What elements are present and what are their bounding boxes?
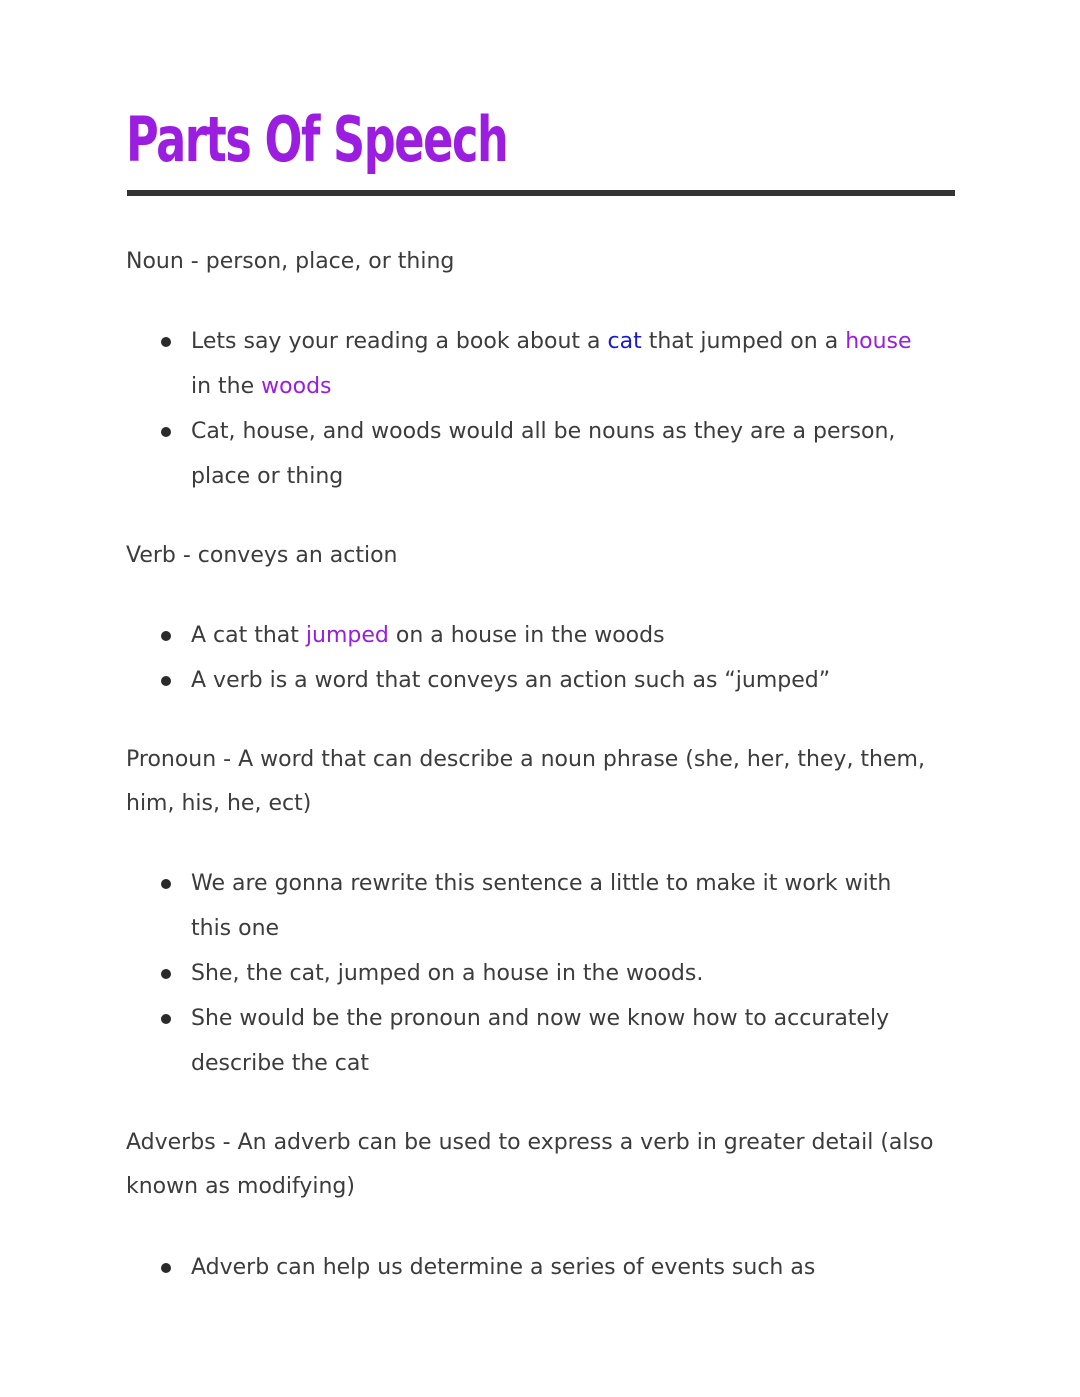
pronoun-bullet-list — [126, 861, 916, 1086]
noun-bullet1-text: Lets say your reading a book about a — [191, 329, 608, 354]
verb-bullet-list — [126, 613, 926, 703]
highlight-word-jumped: jumped — [305, 623, 389, 648]
noun-heading: Noun - person, place, or thing — [126, 249, 455, 274]
highlight-word-woods: woods — [261, 374, 332, 399]
highlight-word-house: house — [845, 329, 912, 354]
title-underline-divider — [127, 190, 955, 196]
adverbs-bullet-list — [126, 1245, 916, 1290]
verb-heading: Verb - conveys an action — [126, 543, 398, 568]
list-item: A verb is a word that conveys an action such as “jumped” — [126, 658, 926, 703]
highlight-word-cat: cat — [607, 329, 642, 354]
list-item — [126, 319, 926, 409]
list-item: Cat, house, and woods would all be nouns as they are a person, place or thing — [126, 409, 926, 499]
verb-bullet1-text: on a house in the woods — [388, 623, 665, 648]
verb-bullet1-text: A cat that — [191, 623, 306, 648]
noun-bullet-list — [126, 319, 926, 499]
noun-bullet1-text: in the — [191, 374, 262, 399]
list-item: She would be the pronoun and now we know how to accurately describe the cat — [126, 996, 916, 1086]
adverbs-heading: Adverbs - An adverb can be used to express a verb in greater detail (also known as modifying) — [126, 1130, 934, 1199]
pronoun-heading: Pronoun - A word that can describe a noun phrase (she, her, they, them, him, his, he, ect) — [126, 747, 925, 816]
list-item: We are gonna rewrite this sentence a little to make it work with this one — [126, 861, 916, 951]
list-item: Adverb can help us determine a series of events such as — [126, 1245, 916, 1290]
list-item — [126, 613, 926, 658]
page-title: Parts Of Speech — [126, 103, 508, 176]
list-item: She, the cat, jumped on a house in the woods. — [126, 951, 916, 996]
noun-bullet1-text: that jumped on a — [641, 329, 846, 354]
